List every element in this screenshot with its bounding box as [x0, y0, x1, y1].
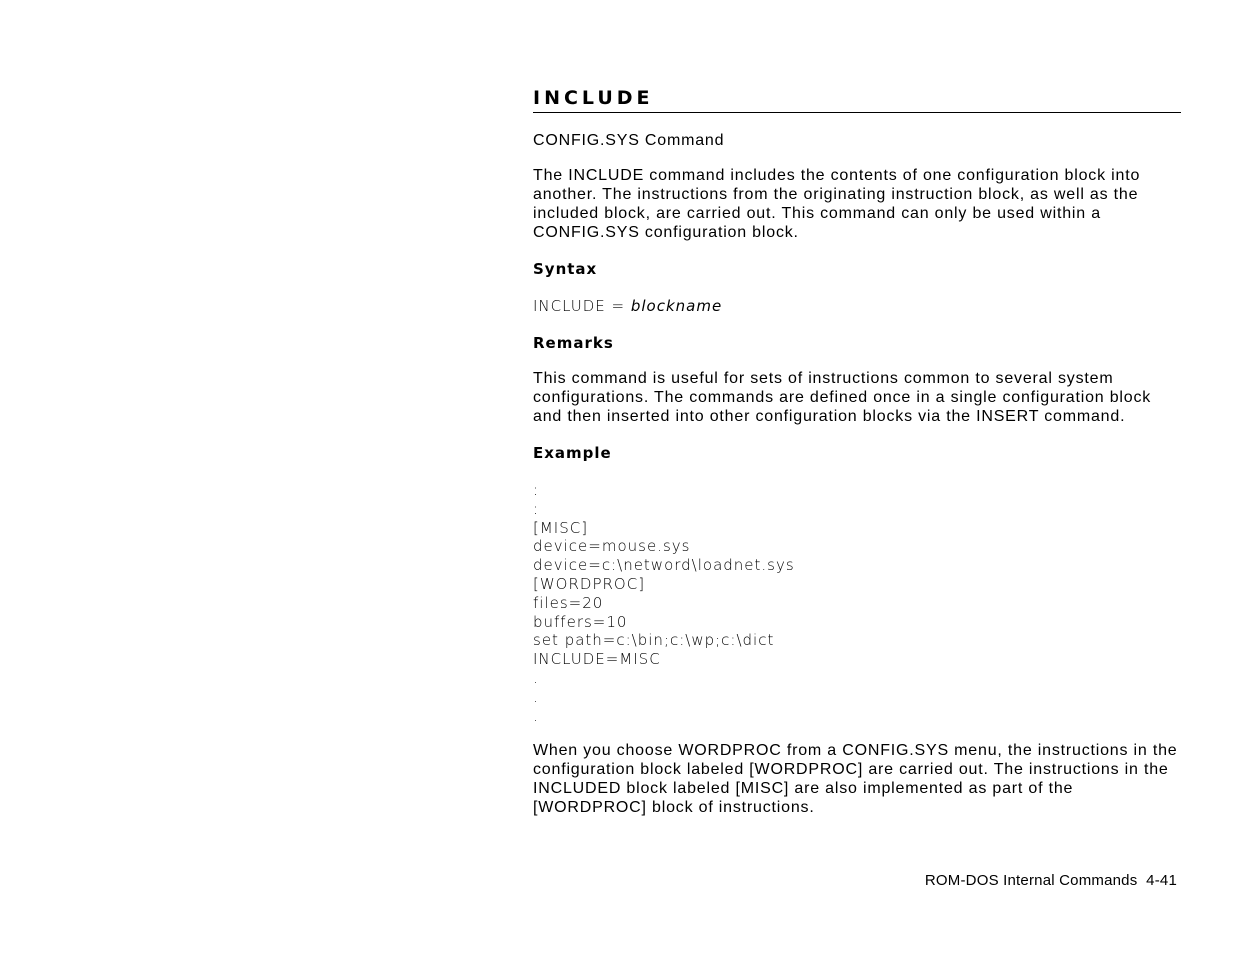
- code-line: .: [533, 687, 539, 706]
- syntax-command: INCLUDE =: [533, 297, 631, 315]
- code-line: device=mouse.sys: [533, 537, 691, 556]
- closing-paragraph: When you choose WORDPROC from a CONFIG.SYS menu, the instructions in the configuration block labeled [WORDPROC] are carried out. The instructions in the INCLUDED block labeled [MISC] are also implemented as part of the [WORDPROC] block of instructions.: [533, 742, 1178, 817]
- page-footer: ROM-DOS Internal Commands 4-41: [924, 872, 1177, 889]
- code-line: .: [533, 668, 539, 687]
- page-title: INCLUDE: [533, 86, 1181, 113]
- code-line: buffers=10: [533, 612, 628, 631]
- content-column: [533, 86, 1181, 817]
- command-type: CONFIG.SYS Command: [533, 132, 725, 149]
- remarks-paragraph: This command is useful for sets of instructions common to several system configurations. The commands are defined once in a single configuration block and then inserted into other configuration blocks via the INSERT command.: [533, 370, 1152, 425]
- syntax-heading: Syntax: [533, 260, 598, 278]
- code-line: .: [533, 706, 539, 725]
- example-heading: Example: [533, 444, 612, 462]
- example-code-block: [533, 481, 1181, 725]
- code-line: [MISC]: [533, 518, 589, 537]
- code-line: :: [533, 481, 540, 499]
- code-line: set path=c:\bin;c:\wp;c:\dict: [533, 631, 775, 650]
- syntax-line: [533, 297, 1181, 316]
- syntax-parameter: blockname: [630, 297, 723, 315]
- remarks-heading: Remarks: [533, 334, 614, 352]
- code-line: files=20: [533, 593, 604, 612]
- code-line: INCLUDE=MISC: [533, 650, 661, 669]
- code-line: [WORDPROC]: [533, 574, 646, 593]
- code-line: :: [533, 499, 540, 518]
- code-line: device=c:\netword\loadnet.sys: [533, 556, 795, 575]
- intro-paragraph: The INCLUDE command includes the contents of one configuration block into another. The instructions from the originating instruction block, as well as the included block, are carried out. This command can only be used within a CONFIG.SYS configuration block.: [533, 167, 1141, 241]
